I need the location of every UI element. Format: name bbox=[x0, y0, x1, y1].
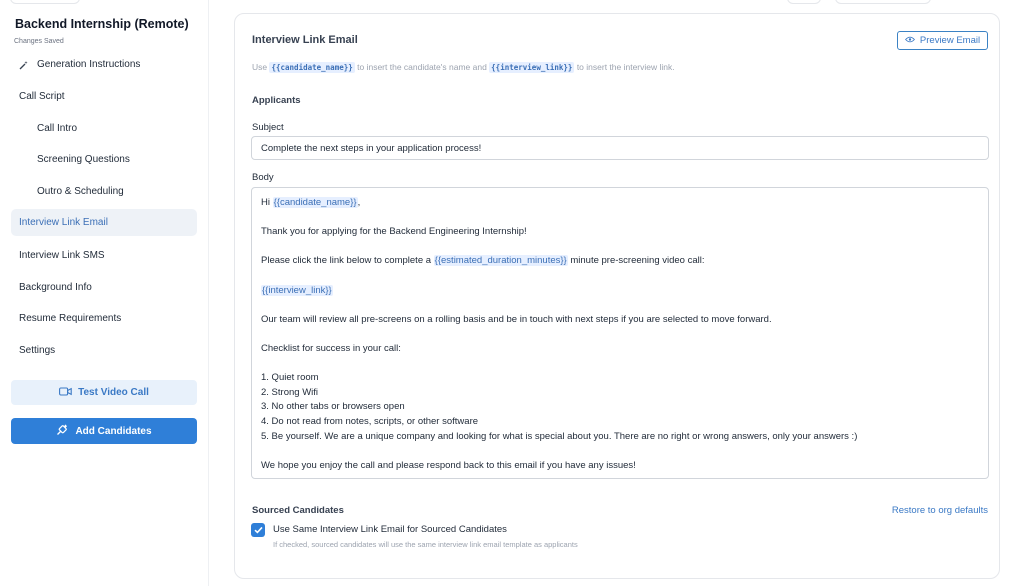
sidebar-item-settings[interactable] bbox=[11, 337, 197, 364]
checklist-item: 4. Do not read from notes, scripts, or other software bbox=[261, 415, 479, 427]
blank-line bbox=[261, 444, 979, 459]
sidebar-item-label: Outro & Scheduling bbox=[37, 186, 124, 197]
sidebar-item-label: Background Info bbox=[19, 282, 92, 293]
checklist-item: 2. Strong Wifi bbox=[261, 386, 319, 398]
top-cutoff-element bbox=[835, 0, 931, 4]
sidebar-item-label: Resume Requirements bbox=[19, 313, 122, 324]
body-closing: We hope you enjoy the call and please respond back to this email if you have any issues! bbox=[261, 459, 636, 471]
candidate-name-token: {{candidate_name}} bbox=[271, 63, 353, 72]
sidebar-item-label: Call Intro bbox=[37, 123, 78, 134]
body-review: Our team will review all pre-screens on a rolling basis and be in touch with next steps if you are selected to move forward. bbox=[261, 313, 772, 325]
save-status: Changes Saved bbox=[14, 38, 64, 45]
subject-input[interactable] bbox=[251, 136, 989, 160]
hint-text: to insert the candidate's name and bbox=[354, 62, 490, 72]
video-camera-icon bbox=[59, 387, 72, 399]
duration-variable: {{estimated_duration_minutes}} bbox=[434, 255, 567, 267]
body-interview-link bbox=[261, 284, 979, 299]
body-link-instruction bbox=[261, 254, 979, 269]
body-thanks: Thank you for applying for the Backend Engineering Internship! bbox=[261, 226, 527, 238]
sidebar-item-background-info[interactable] bbox=[11, 274, 197, 301]
sidebar-item-label: Interview Link Email bbox=[19, 217, 108, 228]
candidate-name-variable: {{candidate_name}} bbox=[273, 197, 357, 208]
body-text: , bbox=[357, 197, 361, 208]
test-video-call-button[interactable] bbox=[11, 380, 197, 405]
body-label: Body bbox=[252, 172, 274, 183]
interview-link-token: {{interview_link}} bbox=[491, 63, 573, 72]
page-title: Interview Link Email bbox=[252, 34, 358, 46]
sidebar bbox=[0, 0, 209, 586]
same-email-checkbox-help: If checked, sourced candidates will use the same interview link email template as applicants bbox=[273, 540, 578, 549]
top-cutoff-element bbox=[787, 0, 821, 4]
preview-email-button[interactable] bbox=[897, 31, 988, 50]
sidebar-item-interview-link-sms[interactable] bbox=[11, 242, 197, 269]
blank-line bbox=[261, 211, 979, 226]
sidebar-item-call-script[interactable] bbox=[11, 83, 197, 110]
sourced-candidates-heading: Sourced Candidates bbox=[252, 505, 344, 516]
add-candidates-label: Add Candidates bbox=[75, 425, 152, 437]
blank-line bbox=[261, 298, 979, 313]
sidebar-item-label: Call Script bbox=[19, 91, 65, 102]
sidebar-item-outro-scheduling[interactable] bbox=[11, 178, 197, 205]
email-settings-card bbox=[234, 13, 1000, 579]
body-greeting bbox=[261, 196, 979, 211]
sidebar-item-screening-questions[interactable] bbox=[11, 146, 197, 173]
eye-icon bbox=[905, 35, 915, 46]
magic-wand-icon bbox=[19, 60, 33, 70]
body-text: minute pre-screening video call: bbox=[567, 255, 705, 267]
subject-label: Subject bbox=[252, 122, 284, 133]
checklist-item: 3. No other tabs or browsers open bbox=[261, 401, 405, 413]
blank-line bbox=[261, 240, 979, 255]
same-email-checkbox[interactable] bbox=[251, 523, 265, 537]
interview-link-variable: {{interview_link}} bbox=[262, 284, 332, 296]
sidebar-item-label: Interview Link SMS bbox=[19, 250, 105, 261]
restore-defaults-link[interactable]: Restore to org defaults bbox=[891, 505, 988, 516]
body-text: Please click the link below to complete a bbox=[261, 255, 434, 267]
sidebar-item-label: Screening Questions bbox=[37, 154, 130, 165]
checklist-item: 5. Be yourself. We are a unique company and looking for what is special about you. There are no right or wrong answers, only your answers :) bbox=[261, 430, 858, 442]
applicants-heading: Applicants bbox=[252, 95, 301, 106]
sidebar-item-label: Settings bbox=[19, 345, 56, 356]
checkmark-icon bbox=[254, 521, 263, 539]
hint-text: to insert the interview link. bbox=[574, 62, 675, 72]
blank-line bbox=[261, 357, 979, 372]
blank-line bbox=[261, 269, 979, 284]
test-video-call-label: Test Video Call bbox=[78, 387, 149, 398]
preview-email-label: Preview Email bbox=[919, 35, 981, 46]
checklist-item: 1. Quiet room bbox=[261, 372, 319, 384]
variable-hint bbox=[252, 62, 675, 72]
body-editor[interactable] bbox=[251, 187, 989, 479]
hint-text: Use bbox=[252, 62, 270, 72]
add-user-icon bbox=[56, 424, 68, 439]
sidebar-item-interview-link-email[interactable] bbox=[11, 209, 197, 236]
body-checklist-intro: Checklist for success in your call: bbox=[261, 342, 401, 354]
same-email-checkbox-label: Use Same Interview Link Email for Sourced Candidates bbox=[273, 524, 507, 535]
sidebar-item-label: Generation Instructions bbox=[37, 59, 141, 70]
body-text: Hi bbox=[261, 197, 273, 208]
sidebar-item-resume-requirements[interactable] bbox=[11, 305, 197, 332]
sidebar-item-generation-instructions[interactable] bbox=[11, 51, 197, 78]
sidebar-item-call-intro[interactable] bbox=[11, 115, 197, 142]
project-title: Backend Internship (Remote) bbox=[15, 17, 189, 31]
add-candidates-button[interactable] bbox=[11, 418, 197, 444]
blank-line bbox=[261, 327, 979, 342]
